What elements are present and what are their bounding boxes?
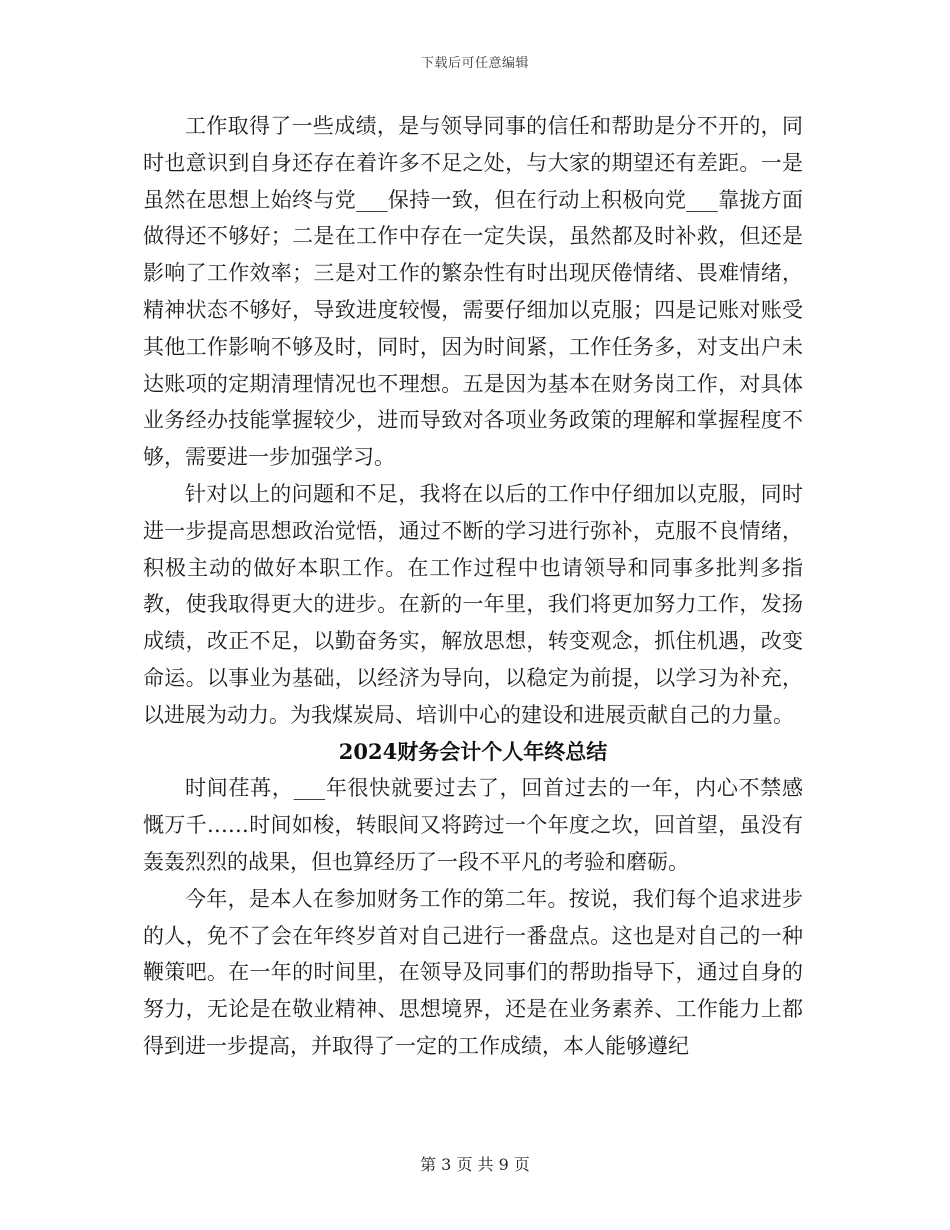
body-paragraph: 针对以上的问题和不足，我将在以后的工作中仔细加以克服，同时进一步提高思想政治觉悟，通过不断的学习进行弥补，克服不良情绪，积极主动的做好本职工作。在工作过程中也请领导和同事多批判多指教，使我取得更大的进步。在新的一年里，我们将更加努力工作，发扬成绩，改正不足，以勤奋务实，解放思想，转变观念，抓住机遇，改变命运。以事业为基础，以经济为导向，以稳定为前提，以学习为补充，以进展为动力。为我煤炭局、培训中心的建设和进展贡献自己的力量。 [143, 481, 803, 727]
body-paragraph: 今年，是本人在参加财务工作的第二年。按说，我们每个追求进步的人，免不了会在年终岁首对自己进行一番盘点。这也是对自己的一种鞭策吧。在一年的时间里，在领导及同事们的帮助指导下，通过自身的努力，无论是在敬业精神、思想境界，还是在业务素养、工作能力上都得到进一步提高，并取得了一定的工作成绩，本人能够遵纪 [143, 886, 803, 1058]
section-title: 2024财务会计个人年终总结 [338, 738, 608, 764]
body-paragraph: 时间荏苒，___年很快就要过去了，回首过去的一年，内心不禁感慨万千……时间如梭，转眼间又将跨过一个年度之坎，回首望，虽没有轰轰烈烈的战果，但也算经历了一段不平凡的考验和磨砺。 [143, 776, 803, 874]
page-header-note: 下载后可任意编辑 [420, 56, 529, 71]
document-body [143, 108, 803, 1065]
page-number-footer: 第 3 页 共 9 页 [420, 1155, 530, 1174]
body-paragraph: 工作取得了一些成绩，是与领导同事的信任和帮助是分不开的，同时也意识到自身还存在着许多不足之处，与大家的期望还有差距。一是虽然在思想上始终与党___保持一致，但在行动上积极向党___靠拢方面做得还不够好；二是在工作中存在一定失误，虽然都及时补救，但还是影响了工作效率；三是对工作的繁杂性有时出现厌倦情绪、畏难情绪，精神状态不够好，导致进度较慢，需要仔细加以克服；四是记账对账受其他工作影响不够及时，同时，因为时间紧，工作任务多，对支出户未达账项的定期清理情况也不理想。五是因为基本在财务岗工作，对具体业务经办技能掌握较少，进而导致对各项业务政策的理解和掌握程度不够，需要进一步加强学习。 [143, 114, 803, 470]
